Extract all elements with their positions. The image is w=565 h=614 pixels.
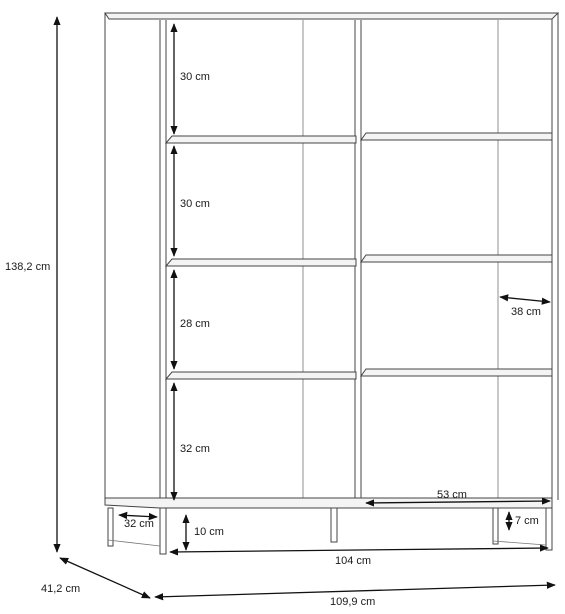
leg-front-right — [546, 508, 552, 550]
dimension-labels — [5, 71, 541, 608]
label-total-height: 138,2 cm — [5, 261, 51, 273]
label-leg-height: 10 cm — [194, 526, 224, 538]
dimension-lines — [57, 17, 555, 598]
dimension-arrow-compartment-depth — [500, 297, 550, 302]
label-compartment-2: 30 cm — [180, 198, 210, 210]
leg-back-middle — [331, 508, 337, 542]
label-compartment-width: 53 cm — [437, 489, 467, 501]
label-leg-width: 32 cm — [124, 518, 154, 530]
leg-rail-right — [493, 541, 546, 545]
shelf-right-1 — [361, 133, 552, 140]
shelf-right-3 — [361, 369, 552, 376]
shelf-right-2 — [361, 255, 552, 262]
leg-front-left — [160, 508, 166, 554]
dimension-arrow-leg-width — [119, 515, 157, 517]
shelf-left-1 — [166, 136, 356, 143]
top-panel — [105, 13, 558, 19]
label-total-width: 109,9 cm — [330, 596, 376, 608]
label-inner-width: 104 cm — [335, 555, 372, 567]
left-side-back — [105, 13, 160, 502]
label-compartment-1: 30 cm — [180, 71, 210, 83]
label-compartment-depth: 38 cm — [511, 306, 541, 318]
dimension-arrow-inner-width — [170, 548, 548, 552]
bottom-panel — [105, 498, 552, 508]
shelf-left-3 — [166, 372, 356, 379]
label-depth: 41,2 cm — [41, 583, 81, 595]
leg-back-right — [493, 508, 498, 544]
bookcase-outline — [105, 13, 558, 554]
label-compartment-3: 28 cm — [180, 318, 210, 330]
label-leg-recess: 7 cm — [515, 515, 539, 527]
label-compartment-4: 32 cm — [180, 443, 210, 455]
leg-rail-left — [108, 540, 160, 546]
shelf-left-2 — [166, 259, 356, 266]
